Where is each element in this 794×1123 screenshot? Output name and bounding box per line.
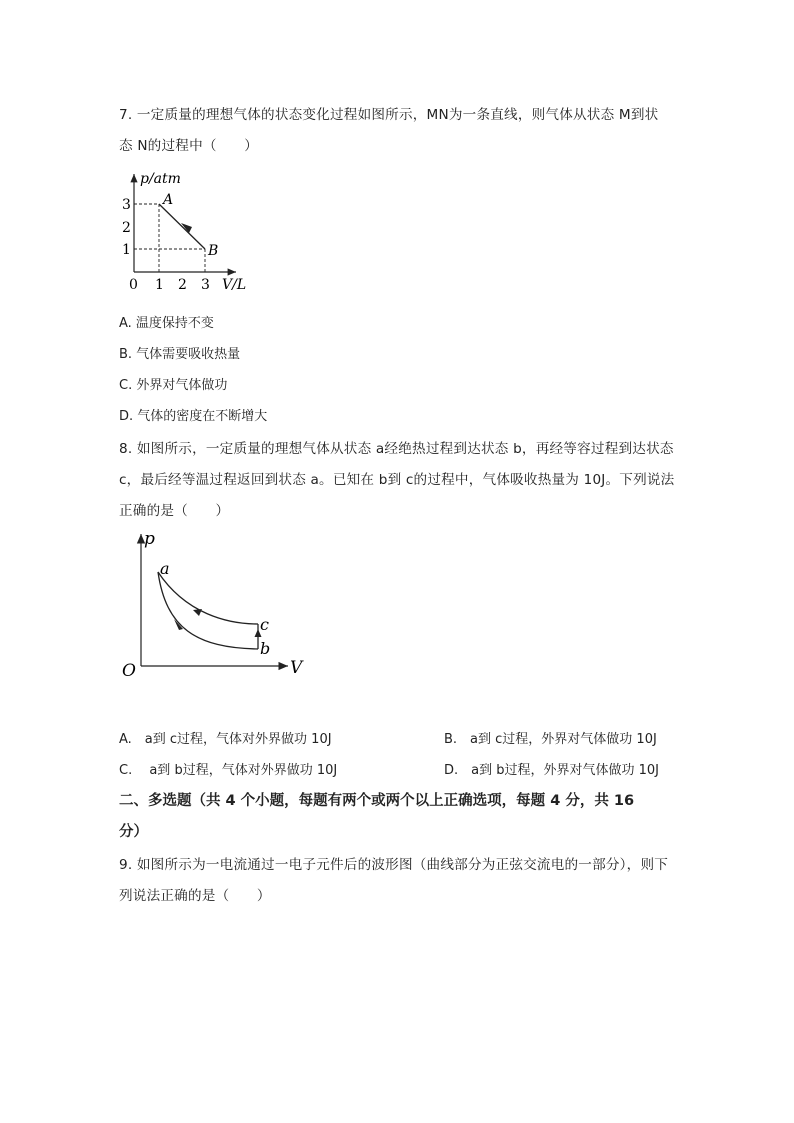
q8-point-c-label: c — [260, 615, 269, 634]
q7-x-tick-1: 1 — [155, 277, 164, 293]
q7-point-a-label: A — [163, 192, 174, 208]
section2-heading-line1: 二、多选题（共 4 个小题，每题有两个或两个以上正确选项，每题 4 分，共 16 — [119, 793, 635, 809]
q7-figure — [118, 168, 258, 296]
q8-adiabatic-arrow — [174, 619, 183, 630]
q7-option-a: A. 温度保持不变 — [119, 316, 214, 331]
q7-x-tick-3: 3 — [201, 277, 210, 293]
q8-point-b-label: b — [260, 639, 271, 658]
q7-stem-line2: 态 N的过程中（ ） — [119, 138, 259, 154]
q8-stem-line1: 8. 如图所示，一定质量的理想气体从状态 a经绝热过程到达状态 b，再经等容过程到达状态 — [119, 441, 674, 457]
q7-y-tick-1: 1 — [122, 242, 131, 258]
q7-option-d: D. 气体的密度在不断增大 — [119, 409, 268, 424]
q8-adiabatic-curve — [158, 572, 258, 649]
q9-stem-line2: 列说法正确的是（ ） — [119, 888, 271, 904]
q7-y-tick-3: 3 — [122, 197, 131, 213]
q8-y-label: p — [144, 529, 155, 549]
q7-option-c: C. 外界对气体做功 — [119, 378, 228, 393]
q7-y-label: p/atm — [140, 171, 181, 187]
q8-stem-line3: 正确的是（ ） — [119, 503, 230, 519]
q8-option-c: C. a到 b过程，气体对外界做功 10J — [119, 763, 338, 778]
q8-x-label: V — [290, 658, 303, 678]
q7-origin-label: 0 — [129, 277, 138, 293]
q8-isothermal-arrow — [193, 609, 202, 616]
q8-figure — [118, 528, 318, 683]
q7-option-b: B. 气体需要吸收热量 — [119, 347, 241, 362]
q7-point-b-label: B — [208, 243, 219, 259]
q7-stem-line1: 7. 一定质量的理想气体的状态变化过程如图所示，MN为一条直线，则气体从状态 M到状 — [119, 107, 659, 123]
q7-x-label: V/L — [222, 277, 247, 293]
q8-origin-label: O — [122, 661, 136, 681]
q8-option-d: D. a到 b过程，外界对气体做功 10J — [444, 763, 660, 778]
q7-process-line — [159, 204, 205, 249]
q8-stem-line2: c，最后经等温过程返回到状态 a。已知在 b到 c的过程中，气体吸收热量为 10J。下列说法 — [119, 472, 675, 488]
q7-x-tick-2: 2 — [178, 277, 187, 293]
section2-heading-line2: 分） — [119, 824, 148, 840]
q8-option-a: A. a到 c过程，气体对外界做功 10J — [119, 732, 332, 747]
q9-stem-line1: 9. 如图所示为一电流通过一电子元件后的波形图（曲线部分为正弦交流电的一部分），则下 — [119, 857, 669, 873]
q8-option-b: B. a到 c过程，外界对气体做功 10J — [444, 732, 657, 747]
q7-y-tick-2: 2 — [122, 220, 131, 236]
q8-point-a-label: a — [160, 559, 170, 578]
